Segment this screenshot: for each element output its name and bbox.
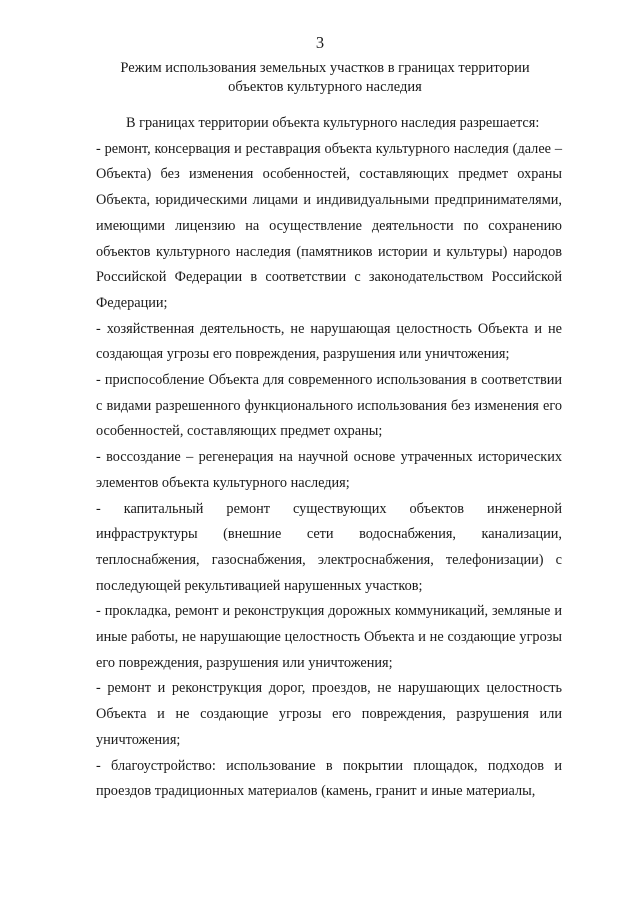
paragraph-roads-driveways: - ремонт и реконструкция дорог, проездов, не нарушающих целостность Объекта и не создающие угрозы его повреждения, разрушения или уничтожения;: [96, 680, 562, 748]
paragraph-economic-activity: - хозяйственная деятельность, не нарушающая целостность Объекта и не создающая угрозы его повреждения, разрушения или уничтожения;: [96, 320, 562, 363]
page-number: 3: [315, 33, 325, 52]
paragraph-road-communications: - прокладка, ремонт и реконструкция дорожных коммуникаций, земляные и иные работы, не нарушающие целостность Объекта и не создающие угрозы его повреждения, разрушения или уничтожения;: [96, 603, 562, 671]
section-heading: [120, 59, 530, 97]
paragraph-repair-conservation: - ремонт, консервация и реставрация объекта культурного наследия (далее – Объекта) без изменения особенностей, составляющих предмет охраны Объекта, юридическими лицами и индивидуальными предпринимателями, имеющими лицензию на осуществление деятельности по сохранению объектов культурного наследия (памятников истории и культуры) народов Российской Федерации в соответствии с законодательством Российской Федерации;: [96, 140, 562, 311]
intro-paragraph: В границах территории объекта культурного наследия разрешается:: [126, 115, 540, 131]
heading-line-1: Режим использования земельных участков в границах территории: [120, 60, 530, 76]
paragraph-adaptation: - приспособление Объекта для современного использования в соответствии с видами разрешенного функционального использования без изменения его особенностей, составляющих предмет охраны;: [96, 372, 562, 440]
paragraph-landscaping: - благоустройство: использование в покрытии площадок, подходов и проездов традиционных материалов (камень, гранит и иные материалы,: [96, 757, 562, 800]
paragraph-reconstruction: - воссоздание – регенерация на научной основе утраченных исторических элементов объекта культурного наследия;: [96, 449, 562, 491]
paragraph-infrastructure-repair: - капитальный ремонт существующих объектов инженерной инфраструктуры (внешние сети водоснабжения, канализации, теплоснабжения, газоснабжения, электроснабжения, телефонизации) с последующей рекультивацией нарушенных участков;: [96, 500, 562, 594]
document-body: [96, 111, 562, 805]
heading-line-2: объектов культурного наследия: [228, 79, 422, 95]
